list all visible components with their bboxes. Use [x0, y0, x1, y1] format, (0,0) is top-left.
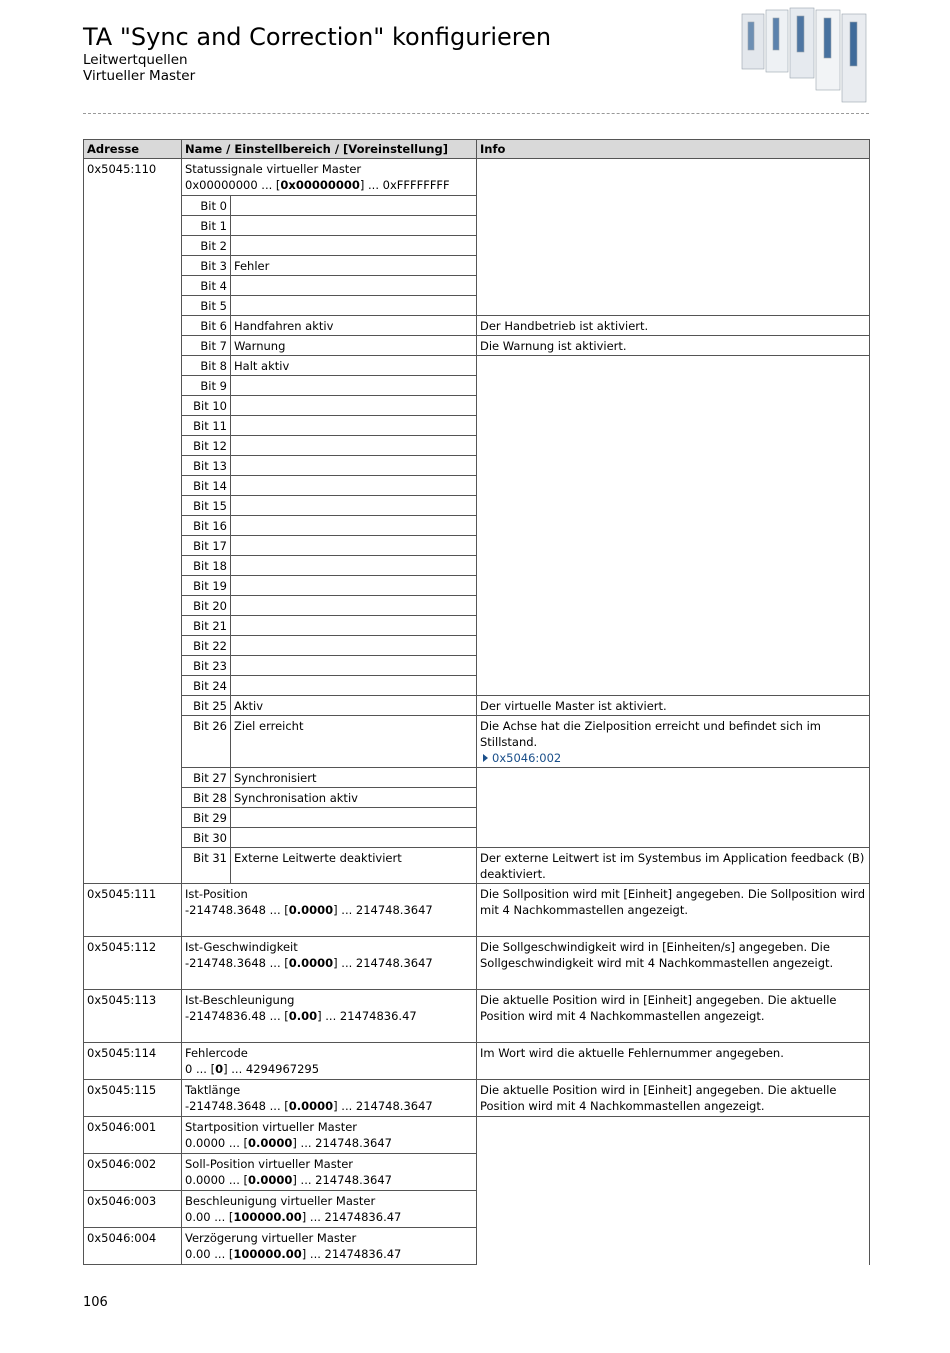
param-name-range	[182, 937, 477, 990]
param-link[interactable]: 0x5046:002	[492, 751, 562, 765]
bit-name	[231, 656, 477, 676]
range-min: 0.0000 ... [	[185, 1173, 249, 1187]
bit-label: Bit 29	[182, 808, 231, 828]
bit-name	[231, 596, 477, 616]
range-min: -214748.3648 ... [	[185, 956, 289, 970]
bit-row	[84, 696, 870, 716]
header-divider	[83, 113, 869, 114]
page-subtitle-topic: Virtueller Master	[83, 68, 196, 84]
range-default: 0	[215, 1062, 224, 1076]
bit-label: Bit 17	[182, 536, 231, 556]
bit-label: Bit 22	[182, 636, 231, 656]
bit-label: Bit 28	[182, 788, 231, 808]
bit-name: Handfahren aktiv	[231, 316, 477, 336]
range-min: 0x00000000 ... [	[185, 178, 281, 192]
range-default: 100000.00	[233, 1210, 302, 1224]
bit-name	[231, 416, 477, 436]
bit-label: Bit 20	[182, 596, 231, 616]
bit-label: Bit 8	[182, 356, 231, 376]
param-name: Soll-Position virtueller Master	[185, 1157, 354, 1171]
range-max: ] ... 0xFFFFFFFF	[359, 178, 450, 192]
range-default: 0x00000000	[280, 178, 360, 192]
range-min: -214748.3648 ... [	[185, 903, 289, 917]
param-address: 0x5046:004	[84, 1228, 182, 1265]
param-name: Ist-Geschwindigkeit	[185, 940, 298, 954]
bit-name	[231, 216, 477, 236]
table-row	[84, 990, 870, 1043]
bit-label: Bit 27	[182, 768, 231, 788]
table-row	[84, 1117, 870, 1154]
param-name-range	[182, 1191, 477, 1228]
bit-name	[231, 616, 477, 636]
bit-name: Synchronisation aktiv	[231, 788, 477, 808]
range-min: 0.00 ... [	[185, 1247, 234, 1261]
param-name-range	[182, 159, 477, 196]
range-min: -214748.3648 ... [	[185, 1099, 289, 1113]
param-name-range	[182, 1117, 477, 1154]
bit-info: Die Warnung ist aktiviert.	[477, 336, 870, 356]
bit-name	[231, 476, 477, 496]
bit-label: Bit 15	[182, 496, 231, 516]
parameter-table	[83, 139, 870, 1265]
bit-name	[231, 808, 477, 828]
column-header-address: Adresse	[84, 140, 182, 159]
bit-info-text: Die Achse hat die Zielposition erreicht und befindet sich im Stillstand.	[480, 719, 822, 749]
page-number: 106	[83, 1295, 108, 1310]
bit-name: Ziel erreicht	[231, 716, 477, 768]
bit-label: Bit 13	[182, 456, 231, 476]
table-row	[84, 159, 870, 196]
bit-label: Bit 6	[182, 316, 231, 336]
range-min: 0.00 ... [	[185, 1210, 234, 1224]
bit-label: Bit 10	[182, 396, 231, 416]
bit-row	[84, 848, 870, 884]
range-max: ] ... 214748.3647	[292, 1136, 392, 1150]
bit-name	[231, 456, 477, 476]
bit-label: Bit 25	[182, 696, 231, 716]
bit-name	[231, 556, 477, 576]
bit-name	[231, 376, 477, 396]
bit-label: Bit 5	[182, 296, 231, 316]
bit-name	[231, 496, 477, 516]
bit-row	[84, 768, 870, 788]
bit-name	[231, 536, 477, 556]
bit-label: Bit 16	[182, 516, 231, 536]
bit-label: Bit 1	[182, 216, 231, 236]
param-address: 0x5046:002	[84, 1154, 182, 1191]
param-info-empty	[477, 159, 870, 316]
param-info: Im Wort wird die aktuelle Fehlernummer angegeben.	[477, 1043, 870, 1080]
bit-name: Warnung	[231, 336, 477, 356]
page-subtitle-section: Leitwertquellen	[83, 52, 188, 68]
bit-label: Bit 23	[182, 656, 231, 676]
param-name-range	[182, 1154, 477, 1191]
bit-name	[231, 276, 477, 296]
bit-name	[231, 636, 477, 656]
bit-name	[231, 516, 477, 536]
table-row	[84, 1080, 870, 1117]
range-min: 0.0000 ... [	[185, 1136, 249, 1150]
param-address: 0x5045:110	[84, 159, 182, 884]
bit-label: Bit 21	[182, 616, 231, 636]
range-max: ] ... 4294967295	[223, 1062, 320, 1076]
bit-name	[231, 828, 477, 848]
range-default: 0.0000	[288, 903, 334, 917]
param-name-range	[182, 1228, 477, 1265]
param-address: 0x5045:111	[84, 884, 182, 937]
page-title: TA "Sync and Correction" konfigurieren	[83, 23, 552, 51]
range-default: 0.00	[288, 1009, 318, 1023]
bit-label: Bit 14	[182, 476, 231, 496]
table-header-row	[84, 140, 870, 159]
param-name-range	[182, 990, 477, 1043]
bit-label: Bit 12	[182, 436, 231, 456]
device-product-image	[738, 4, 870, 104]
param-name: Startposition virtueller Master	[185, 1120, 358, 1134]
bit-info	[477, 716, 870, 768]
param-name-range	[182, 884, 477, 937]
range-default: 0.0000	[248, 1136, 293, 1150]
bit-name	[231, 436, 477, 456]
bit-row	[84, 316, 870, 336]
bit-label: Bit 19	[182, 576, 231, 596]
param-name: Ist-Position	[185, 887, 248, 901]
column-header-info: Info	[477, 140, 870, 159]
bit-label: Bit 3	[182, 256, 231, 276]
param-name: Fehlercode	[185, 1046, 248, 1060]
range-default: 0.0000	[248, 1173, 293, 1187]
bit-row	[84, 336, 870, 356]
bit-label: Bit 9	[182, 376, 231, 396]
param-name: Ist-Beschleunigung	[185, 993, 295, 1007]
column-header-name: Name / Einstellbereich / [Voreinstellung]	[182, 140, 477, 159]
bit-name: Externe Leitwerte deaktiviert	[231, 848, 477, 884]
param-name-range	[182, 1043, 477, 1080]
range-min: 0 ... [	[185, 1062, 216, 1076]
bit-name	[231, 196, 477, 216]
bit-info: Der virtuelle Master ist aktiviert.	[477, 696, 870, 716]
range-max: ] ... 21474836.47	[301, 1247, 402, 1261]
table-row	[84, 937, 870, 990]
bit-name	[231, 576, 477, 596]
bit-label: Bit 4	[182, 276, 231, 296]
range-max: ] ... 21474836.47	[301, 1210, 402, 1224]
param-info-empty	[477, 1117, 870, 1265]
bit-info-empty	[477, 356, 870, 696]
bit-name	[231, 396, 477, 416]
param-name: Beschleunigung virtueller Master	[185, 1194, 376, 1208]
bit-name	[231, 236, 477, 256]
param-address: 0x5045:114	[84, 1043, 182, 1080]
param-name: Verzögerung virtueller Master	[185, 1231, 357, 1245]
param-address: 0x5045:115	[84, 1080, 182, 1117]
table-row	[84, 1043, 870, 1080]
link-arrow-icon	[483, 754, 488, 762]
range-max: ] ... 214748.3647	[333, 903, 433, 917]
bit-info-empty	[477, 768, 870, 848]
bit-label: Bit 26	[182, 716, 231, 768]
param-name-range	[182, 1080, 477, 1117]
range-default: 100000.00	[233, 1247, 302, 1261]
param-info: Die aktuelle Position wird in [Einheit] angegeben. Die aktuelle Position wird mit 4 Nachkommastellen angezeigt.	[477, 1080, 870, 1117]
range-default: 0.0000	[288, 956, 334, 970]
range-max: ] ... 214748.3647	[333, 1099, 433, 1113]
range-max: ] ... 214748.3647	[292, 1173, 392, 1187]
bit-name: Fehler	[231, 256, 477, 276]
range-max: ] ... 21474836.47	[317, 1009, 417, 1023]
param-info: Die Sollposition wird mit [Einheit] angegeben. Die Sollposition wird mit 4 Nachkommastellen angezeigt.	[477, 884, 870, 937]
bit-name: Synchronisiert	[231, 768, 477, 788]
bit-row	[84, 356, 870, 376]
param-address: 0x5046:001	[84, 1117, 182, 1154]
bit-name: Halt aktiv	[231, 356, 477, 376]
bit-row	[84, 716, 870, 768]
bit-label: Bit 0	[182, 196, 231, 216]
bit-label: Bit 11	[182, 416, 231, 436]
param-address: 0x5046:003	[84, 1191, 182, 1228]
bit-name	[231, 296, 477, 316]
bit-name: Aktiv	[231, 696, 477, 716]
bit-info: Der Handbetrieb ist aktiviert.	[477, 316, 870, 336]
bit-label: Bit 30	[182, 828, 231, 848]
param-info: Die aktuelle Position wird in [Einheit] angegeben. Die aktuelle Position wird mit 4 Nachkommastellen angezeigt.	[477, 990, 870, 1043]
range-default: 0.0000	[288, 1099, 334, 1113]
bit-label: Bit 2	[182, 236, 231, 256]
param-address: 0x5045:112	[84, 937, 182, 990]
range-max: ] ... 214748.3647	[333, 956, 433, 970]
table-row	[84, 884, 870, 937]
bit-name	[231, 676, 477, 696]
bit-label: Bit 7	[182, 336, 231, 356]
bit-label: Bit 24	[182, 676, 231, 696]
range-min: -21474836.48 ... [	[185, 1009, 289, 1023]
param-address: 0x5045:113	[84, 990, 182, 1043]
param-name: Taktlänge	[185, 1083, 241, 1097]
param-info: Die Sollgeschwindigkeit wird in [Einheiten/s] angegeben. Die Sollgeschwindigkeit wird mit 4 Nachkommastellen angezeigt.	[477, 937, 870, 990]
param-name: Statussignale virtueller Master	[185, 162, 362, 176]
bit-label: Bit 31	[182, 848, 231, 884]
bit-label: Bit 18	[182, 556, 231, 576]
bit-info: Der externe Leitwert ist im Systembus im Application feedback (B) deaktiviert.	[477, 848, 870, 884]
